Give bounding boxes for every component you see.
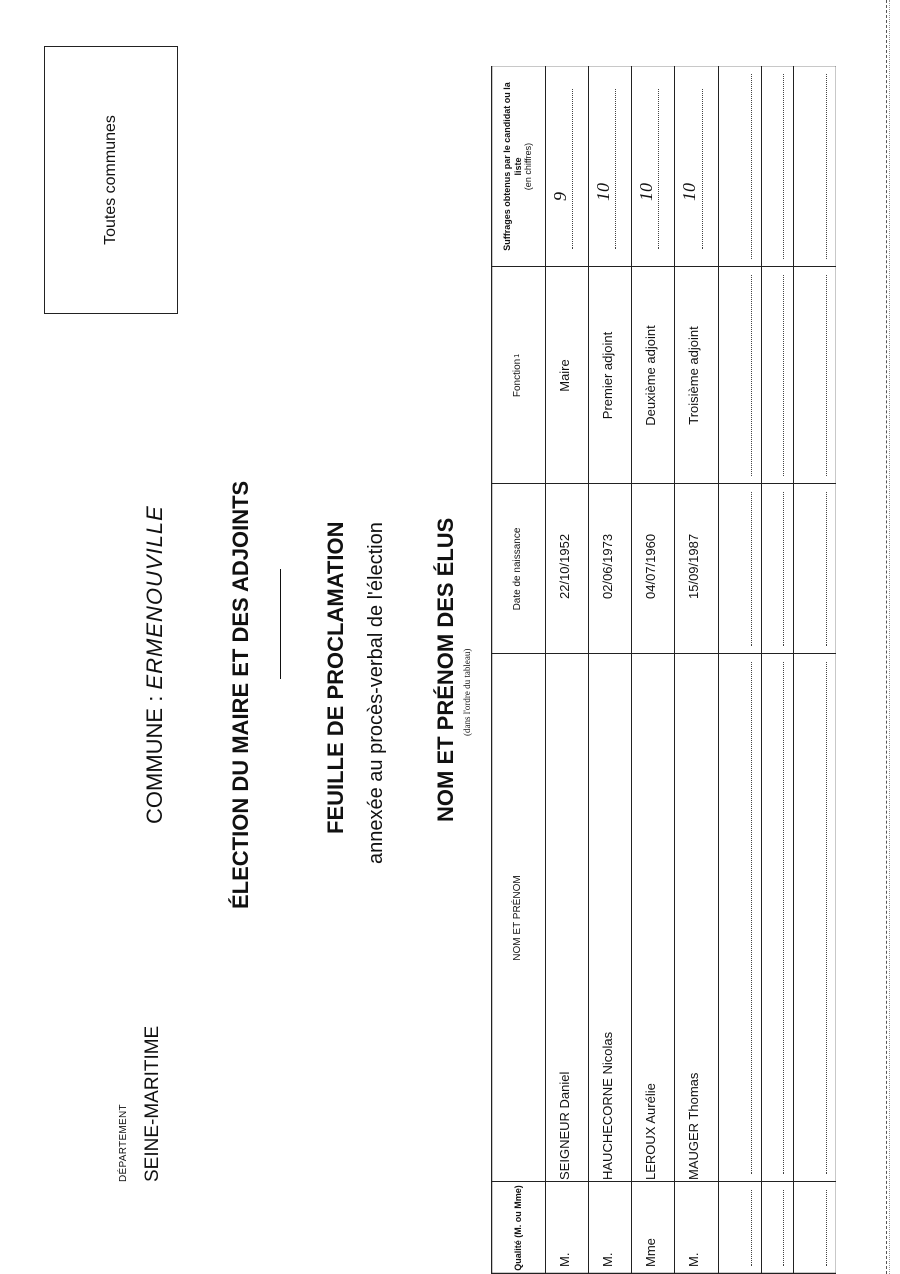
- header-suffrages: [491, 66, 545, 267]
- dotted-fill-line: [615, 89, 616, 249]
- qualite-value: M.: [686, 1252, 701, 1267]
- header-qualite-label: Qualité (M. ou Mme): [512, 1185, 523, 1271]
- nom-cell: [545, 654, 588, 1182]
- qualite-cell: [631, 1182, 674, 1274]
- nom-value: LEROUX Aurélie: [643, 1083, 658, 1180]
- fonction-value: Premier adjoint: [600, 331, 615, 420]
- communes-stamp-box: [44, 46, 178, 314]
- header-suffrages-label: Suffrages obtenus par le candidat ou la liste: [502, 82, 523, 251]
- dotted-fill-line: [783, 275, 784, 476]
- title-divider: [280, 569, 281, 679]
- departement-name: SEINE-MARITIME: [142, 1025, 163, 1182]
- footnote-marker: 1: [513, 353, 521, 358]
- dotted-fill-line: [783, 74, 784, 259]
- proclamation-title: FEUILLE DE PROCLAMATION: [323, 521, 348, 834]
- departement-label: DÉPARTEMENT: [118, 1104, 129, 1182]
- dotted-fill-line: [783, 1190, 784, 1266]
- qualite-value: Mme: [643, 1238, 658, 1267]
- dotted-fill-line: [826, 662, 827, 1174]
- dotted-fill-line: [658, 89, 659, 249]
- date-cell: [545, 484, 588, 654]
- stamp-text: Toutes communes: [102, 115, 119, 245]
- nom-cell: [631, 654, 674, 1182]
- page-edge-rule: [886, 0, 887, 1274]
- qualite-cell: [545, 1182, 588, 1274]
- elus-title: NOM ET PRÉNOM DES ÉLUS: [433, 517, 458, 822]
- dotted-fill-line: [751, 662, 752, 1174]
- suffrages-value: 10: [679, 183, 699, 201]
- dotted-fill-line: [783, 662, 784, 1174]
- dotted-fill-line: [751, 492, 752, 646]
- order-note: (dans l'ordre du tableau): [462, 648, 472, 736]
- date-value: 04/07/1960: [643, 533, 658, 599]
- fonction-cell: [545, 267, 588, 484]
- nom-value: MAUGER Thomas: [686, 1072, 701, 1180]
- date-cell: [674, 484, 718, 654]
- dotted-fill-line: [826, 275, 827, 476]
- header-date: [491, 484, 545, 654]
- nom-cell: [674, 654, 718, 1182]
- suffrages-cell: [631, 66, 674, 267]
- dotted-fill-line: [572, 89, 573, 249]
- suffrages-cell: [588, 66, 631, 267]
- header-date-label: Date de naissance: [512, 527, 524, 611]
- qualite-cell: [674, 1182, 718, 1274]
- date-cell: [631, 484, 674, 654]
- header-nom: [491, 654, 545, 1182]
- dotted-fill-line: [826, 74, 827, 259]
- annex-subtitle: annexée au procès-verbal de l'élection: [365, 522, 387, 864]
- page-edge-rule: [889, 0, 890, 1274]
- suffrages-cell: [674, 66, 718, 267]
- date-value: 02/06/1973: [600, 533, 615, 599]
- elus-table: [491, 66, 836, 1274]
- dotted-fill-line: [751, 275, 752, 476]
- dotted-fill-line: [751, 74, 752, 259]
- dotted-fill-line: [826, 1190, 827, 1266]
- fonction-cell: [588, 267, 631, 484]
- fonction-value: Maire: [557, 359, 572, 392]
- commune-line: [142, 505, 168, 824]
- nom-cell: [588, 654, 631, 1182]
- suffrages-cell: [545, 66, 588, 267]
- header-qualite: [491, 1182, 545, 1274]
- fonction-value: Troisième adjoint: [686, 326, 701, 425]
- date-value: 22/10/1952: [557, 533, 572, 599]
- fonction-cell: [674, 267, 718, 484]
- qualite-value: M.: [600, 1252, 615, 1267]
- dotted-fill-line: [783, 492, 784, 646]
- dotted-fill-line: [702, 89, 703, 249]
- commune-label: COMMUNE :: [142, 695, 167, 824]
- date-value: 15/09/1987: [686, 533, 701, 599]
- qualite-value: M.: [557, 1252, 572, 1267]
- header-nom-label: NOM ET PRÉNOM: [512, 875, 524, 961]
- nom-value: HAUCHECORNE Nicolas: [600, 1031, 615, 1180]
- header-fonction-label: Fonction: [512, 358, 524, 398]
- suffrages-value: 10: [636, 183, 656, 201]
- header-suffrages-unit: (en chiffres): [523, 142, 534, 191]
- commune-name: ERMENOUVILLE: [142, 505, 167, 690]
- header-fonction: [491, 267, 545, 484]
- qualite-cell: [588, 1182, 631, 1274]
- dotted-fill-line: [751, 1190, 752, 1266]
- fonction-value: Deuxième adjoint: [643, 325, 658, 426]
- main-title: ÉLECTION DU MAIRE ET DES ADJOINTS: [228, 480, 253, 909]
- suffrages-value: 10: [593, 183, 613, 201]
- dotted-fill-line: [826, 492, 827, 646]
- suffrages-value: 9: [550, 192, 570, 201]
- fonction-cell: [631, 267, 674, 484]
- date-cell: [588, 484, 631, 654]
- nom-value: SEIGNEUR Daniel: [557, 1071, 572, 1180]
